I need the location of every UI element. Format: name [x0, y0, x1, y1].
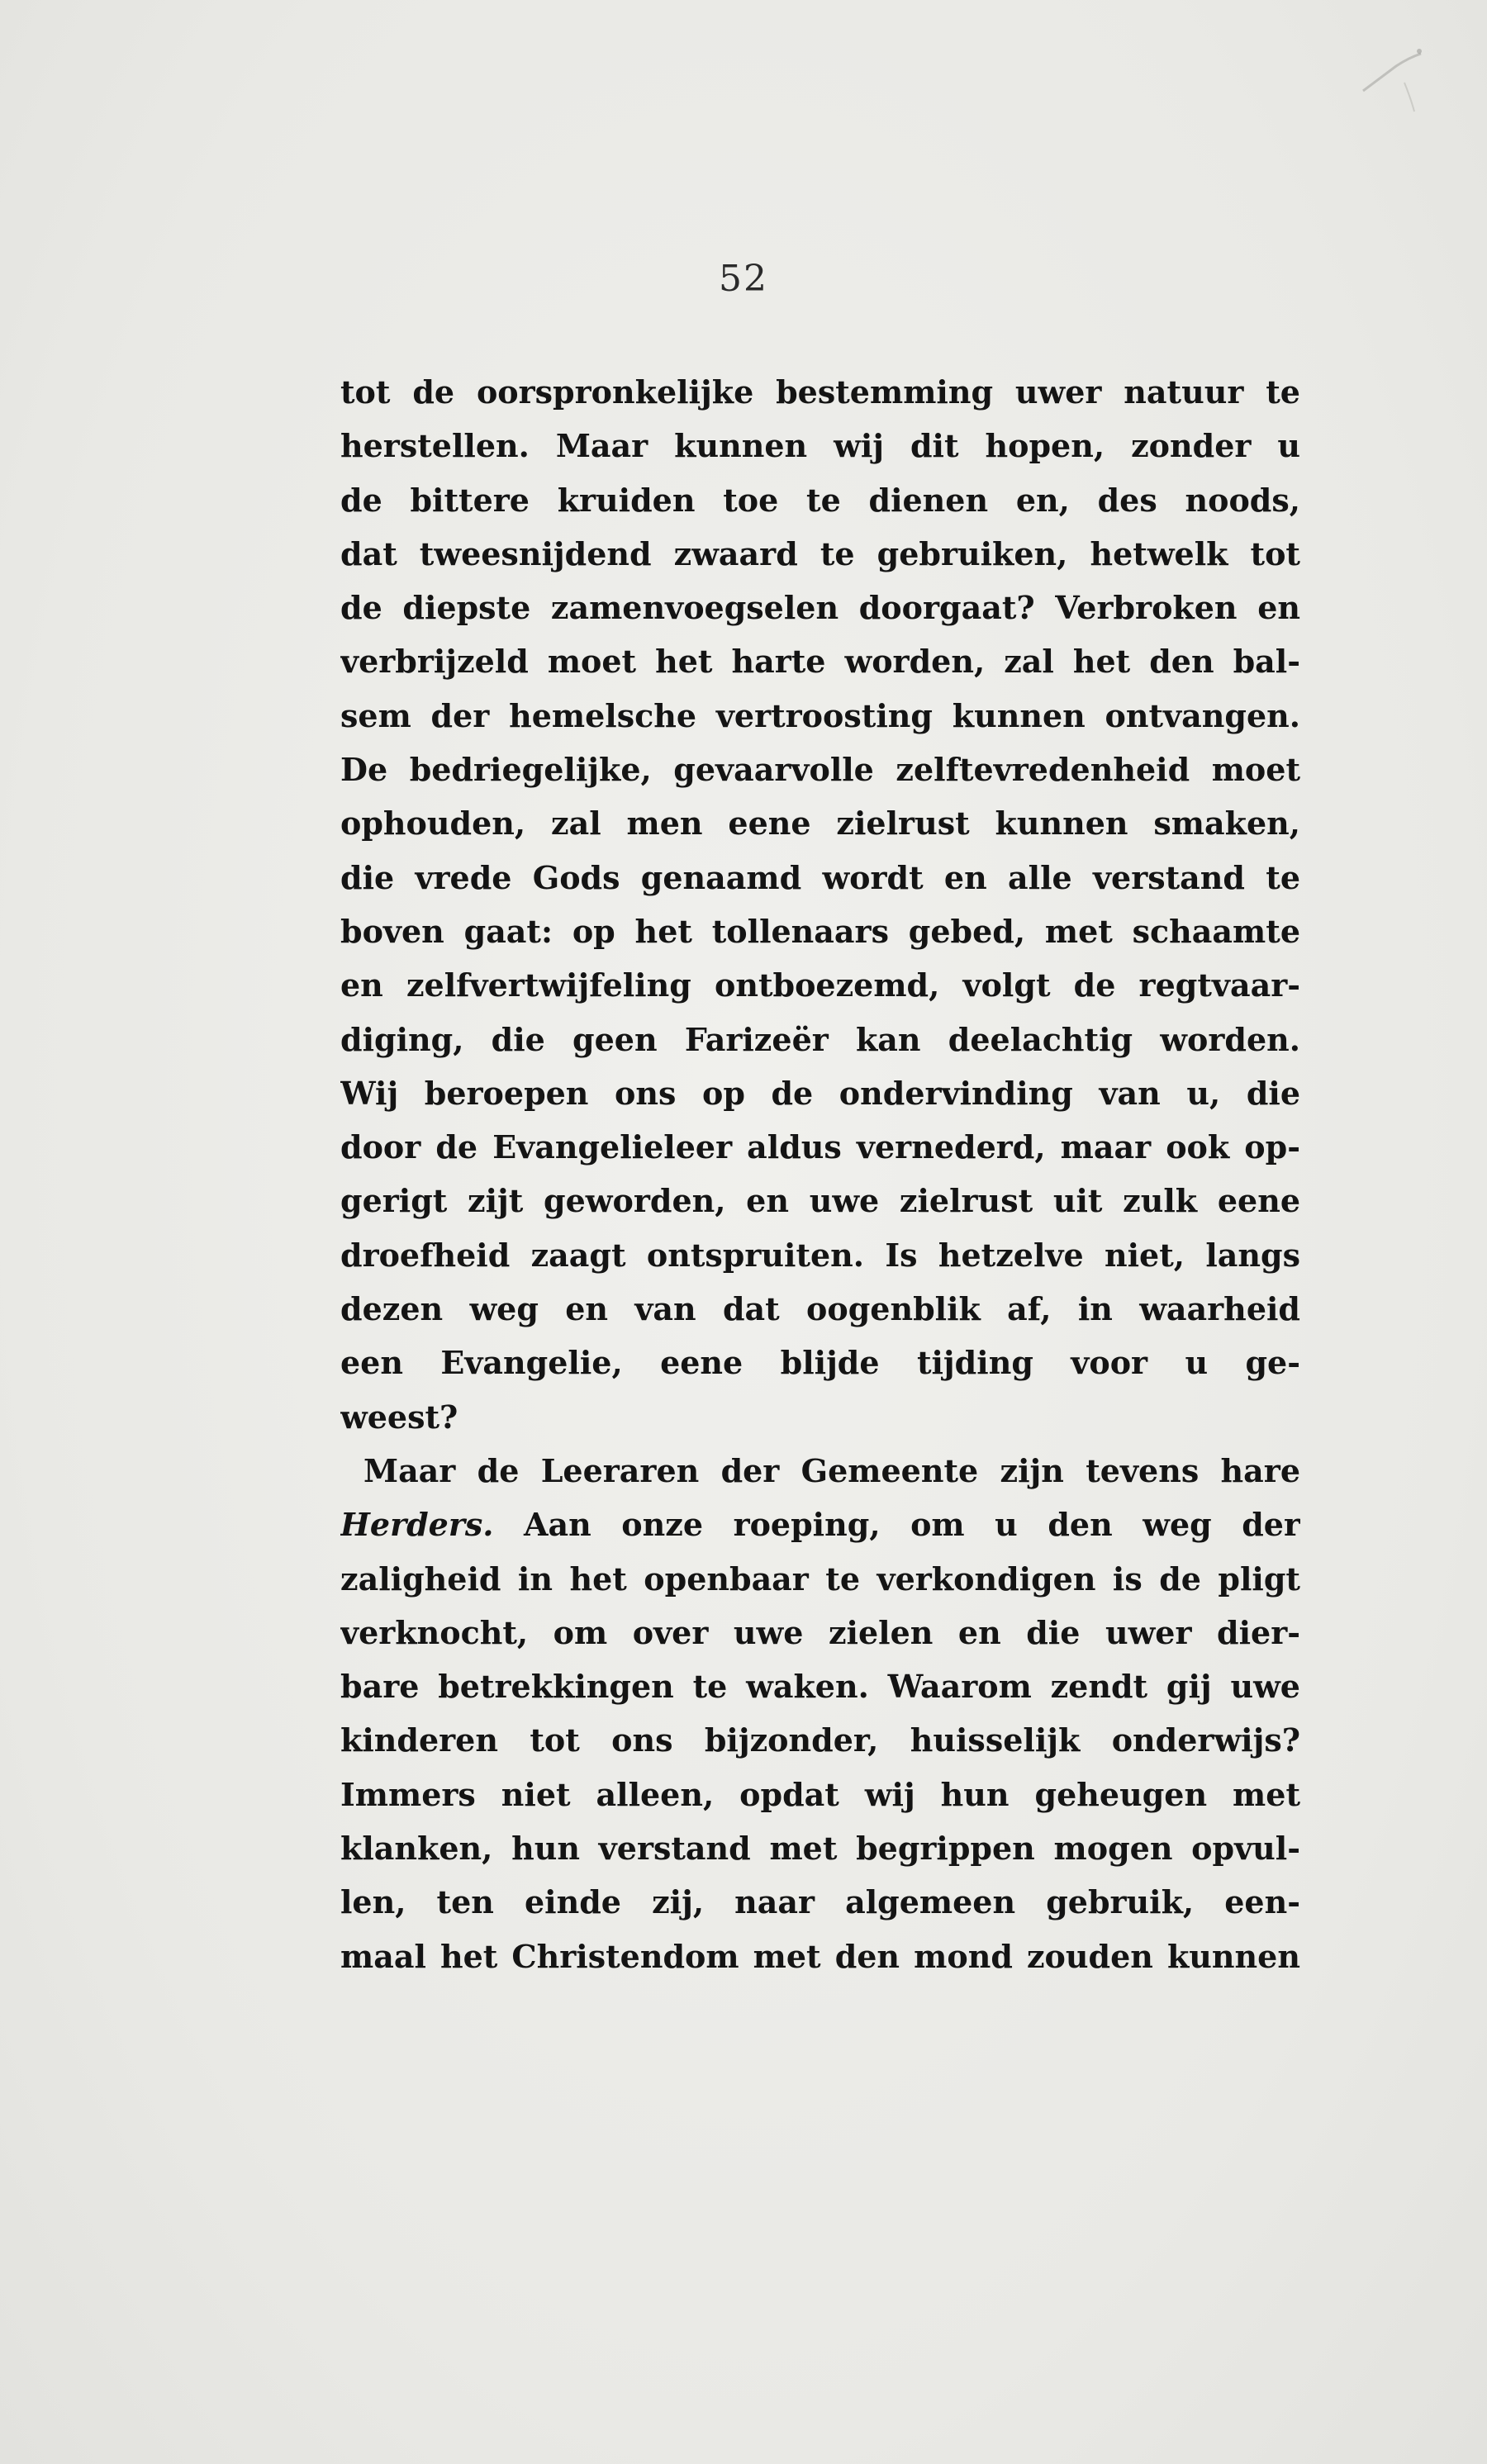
text-line: boven gaat: op het tollenaars gebed, met schaamte — [340, 912, 1300, 950]
text-line: De bedriegelijke, gevaarvolle zelftevredenheid moet — [340, 751, 1300, 789]
text-line: tot de oorspronkelijke bestemming uwer natuur te — [340, 373, 1300, 411]
text-line: Immers niet alleen, opdat wij hun geheugen met — [340, 1775, 1300, 1813]
text-line: die vrede Gods genaamd wordt en alle verstand te — [340, 858, 1300, 896]
text-line: bare betrekkingen te waken. Waarom zendt gij uwe — [340, 1668, 1300, 1706]
text-line: ophouden, zal men eene zielrust kunnen smaken, — [340, 805, 1300, 843]
body-text — [340, 365, 1300, 1983]
text-line: gerigt zijt geworden, en uwe zielrust uit zulk eene — [340, 1182, 1300, 1220]
text-line: maal het Christendom met den mond zouden kunnen — [340, 1937, 1300, 1975]
text-line: en zelfvertwijfeling ontboezemd, volgt de regtvaar- — [340, 966, 1300, 1004]
text-line: weest? — [340, 1398, 458, 1436]
text-line: sem der hemelsche vertroosting kunnen ontvangen. — [340, 696, 1300, 734]
page-number: 52 — [719, 258, 768, 300]
text-line: zaligheid in het openbaar te verkondigen is de pligt — [340, 1560, 1300, 1598]
text-line: verbrijzeld moet het harte worden, zal het den bal- — [340, 643, 1300, 681]
text-span: Aan onze roeping, om u den weg der — [493, 1506, 1300, 1544]
paragraph-1 — [340, 365, 1300, 1444]
text-line: de bittere kruiden toe te dienen en, des noods, — [340, 481, 1300, 519]
text-line: een Evangelie, eene blijde tijding voor u ge- — [340, 1344, 1300, 1382]
text-line: klanken, hun verstand met begrippen mogen opvul- — [340, 1830, 1300, 1868]
paragraph-2 — [340, 1444, 1300, 1983]
corner-ink-mark — [1347, 33, 1437, 124]
text-line: len, ten einde zij, naar algemeen gebruik, een- — [340, 1883, 1300, 1921]
text-line: herstellen. Maar kunnen wij dit hopen, zonder u — [340, 427, 1300, 465]
text-line: verknocht, om over uwe zielen en die uwer dier- — [340, 1613, 1300, 1651]
text-line — [340, 1498, 1300, 1551]
text-line: dezen weg en van dat oogenblik af, in waarheid — [340, 1290, 1300, 1328]
text-line: dat tweesnijdend zwaard te gebruiken, hetwelk tot — [340, 534, 1300, 572]
text-line: Maar de Leeraren der Gemeente zijn tevens hare — [363, 1451, 1300, 1489]
italic-term: Herders. — [340, 1506, 494, 1544]
text-line: diging, die geen Farizeër kan deelachtig worden. — [340, 1020, 1300, 1058]
text-line: Wij beroepen ons op de ondervinding van u, die — [340, 1074, 1300, 1112]
text-line: droefheid zaagt ontspruiten. Is hetzelve niet, langs — [340, 1236, 1300, 1274]
text-line: kinderen tot ons bijzonder, huisselijk onderwijs? — [340, 1721, 1300, 1759]
text-line: door de Evangelieleer aldus vernederd, maar ook op- — [340, 1128, 1300, 1166]
text-line: de diepste zamenvoegselen doorgaat? Verbroken en — [340, 589, 1300, 627]
